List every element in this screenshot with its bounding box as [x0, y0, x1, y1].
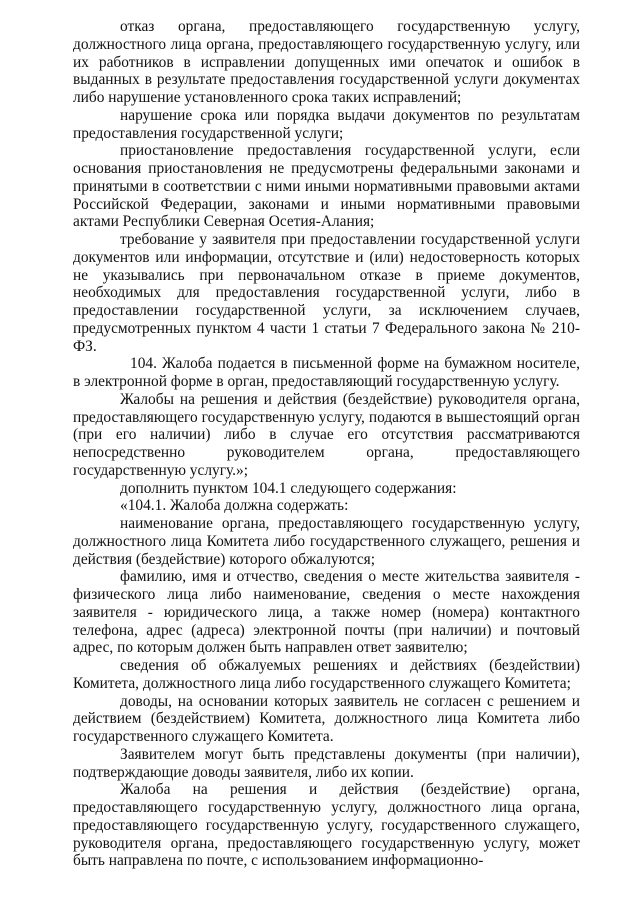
paragraph-clause-104-1: «104.1. Жалоба должна содержать: — [120, 497, 349, 515]
paragraph-clause-104: 104. Жалоба подается в письменной форме на бумажном носителе, в электронной форме в орган, предоставляющий государственную услугу. — [73, 355, 580, 390]
paragraph-amend-104-1: дополнить пунктом 104.1 следующего содержания: — [120, 479, 457, 497]
paragraph-complaints-head: Жалобы на решения и действия (бездействие) руководителя органа, предоставляющего государственную услугу, подаются в вышестоящий орган (при его наличии) либо в случае его отсутствия рассматриваются непосредственно руководителем органа, предоставляющего государственную услугу.»; — [73, 390, 580, 479]
paragraph-deadline-violation: нарушение срока или порядка выдачи документов по результатам предоставления государственной услуги; — [73, 106, 580, 142]
paragraph-arguments: доводы, на основании которых заявитель не согласен с решением и действием (бездействием) Комитета, должностного лица Комитета либо государственного служащего Комитета. — [73, 692, 580, 745]
paragraph-appealed-decisions: сведения об обжалуемых решениях и действиях (бездействии) Комитета, должностного лица либо государственного служащего Комитета; — [73, 657, 580, 692]
paragraph-document-requirement: требование у заявителя при предоставлении государственной услуги документов или информации, отсутствие и (или) недостоверность которых не указывались при первоначальном отказе в приеме документов, необходимых для предоставления государственной услуги, либо в предоставлении государственной услуги, за исключением случаев, предусмотренных пунктом 4 части 1 статьи 7 Федерального закона № 210-ФЗ. — [73, 231, 580, 355]
document-page — [73, 18, 580, 870]
paragraph-submission-methods: Жалоба на решения и действия (бездействие) органа, предоставляющего государственную услугу, должностного лица органа, предоставляющего государственную услугу, государственного служащего, руководителя органа, предоставляющего государственную услугу, может быть направлена по почте, с использованием информационно- — [73, 781, 580, 870]
paragraph-supporting-documents: Заявителем могут быть представлены документы (при наличии), подтверждающие доводы заявителя, либо их копии. — [73, 745, 580, 781]
paragraph-applicant-details: фамилию, имя и отчество, сведения о месте жительства заявителя - физического лица либо наименование, сведения о месте нахождения заявителя - юридического лица, а также номер (номера) контактного телефона, адрес (адреса) электронной почты (при наличии) и почтовый адрес, по которым должен быть направлен ответ заявителю; — [73, 568, 580, 657]
paragraph-refusal-corrections: отказ органа, предоставляющего государственную услугу, должностного лица органа, предоставляющего государственную услугу, или их работников в исправлении допущенных ими опечаток и ошибок в выданных в результате предоставления государственной услуги документах либо нарушение установленного срока таких исправлений; — [73, 18, 580, 106]
paragraph-authority-name: наименование органа, предоставляющего государственную услугу, должностного лица Комитета либо государственного служащего, решения и действия (бездействие) которого обжалуются; — [73, 515, 580, 568]
paragraph-suspension: приостановление предоставления государственной услуги, если основания приостановления не предусмотрены федеральными законами и принятыми в соответствии с ними иными нормативными правовыми актами Российской Федерации, законами и иными нормативными правовыми актами Республики Северная Осетия-Алания; — [73, 142, 580, 231]
